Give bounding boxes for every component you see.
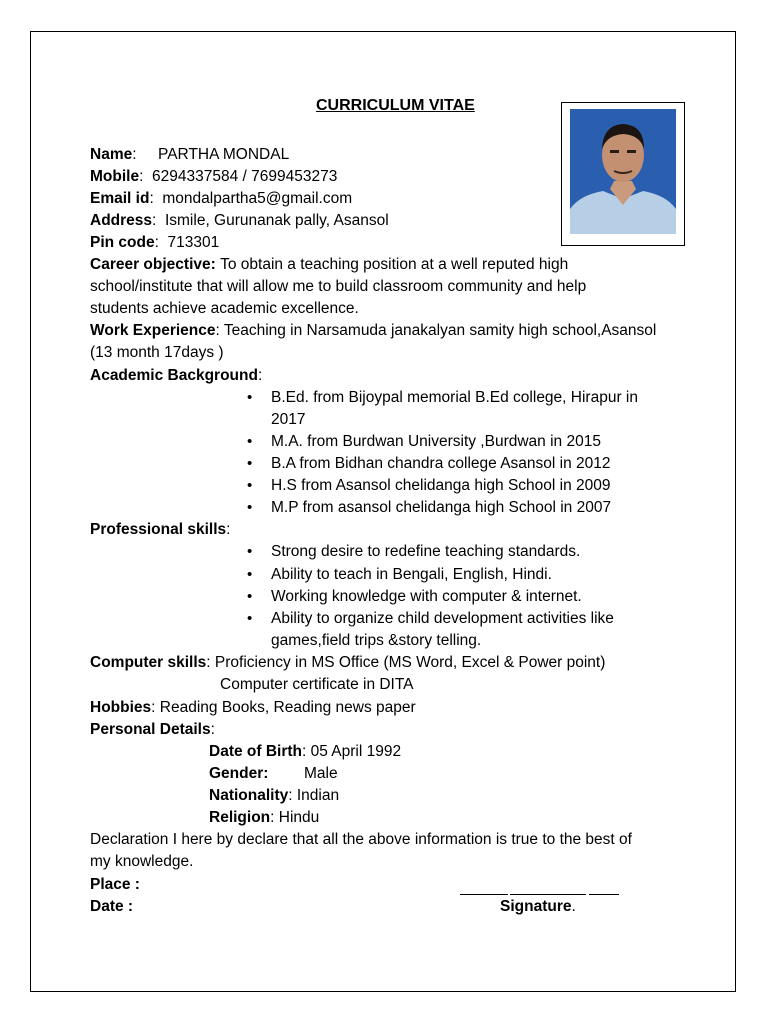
professional-label: Professional skills [90,521,227,538]
personal-row [90,719,215,741]
person-photo-icon [570,109,676,234]
computer-row [90,652,605,674]
dob-row [209,741,401,763]
religion-label: Religion [209,809,271,826]
bullet-icon: • [247,610,253,627]
gender-value: Male [304,765,338,782]
pincode-sep: : [154,234,159,251]
mobile-label: Mobile [90,168,140,185]
hobbies-label: Hobbies [90,699,152,716]
profile-photo-frame [561,102,685,246]
bullet-icon: • [247,477,253,494]
place-label: Place : [90,876,140,893]
nationality-label: Nationality [209,787,289,804]
dob-value: : 05 April 1992 [302,743,402,760]
religion-value: : Hindu [270,809,320,826]
computer-label: Computer skills [90,654,207,671]
career-label: Career objective: [90,256,216,273]
date-label: Date : [90,898,134,915]
bullet-icon: • [247,455,253,472]
pincode-value: 713301 [167,234,220,251]
professional-sep: : [226,521,231,538]
list-item: H.S from Asansol chelidanga high School in 2009 [271,477,611,494]
signature-row [500,896,576,918]
signature-suffix: . [571,898,576,915]
bullet-icon: • [247,588,253,605]
academic-sep: : [257,367,263,384]
signature-line [510,894,586,895]
personal-sep: : [210,721,215,738]
hobbies-row [90,697,416,719]
list-item: Strong desire to redefine teaching standards. [271,543,581,560]
work-line2: (13 month 17days ) [90,344,224,361]
document-title: CURRICULUM VITAE [316,97,475,114]
name-value: PARTHA MONDAL [158,146,290,163]
list-item: B.A from Bidhan chandra college Asansol in 2012 [271,455,611,472]
list-item: B.Ed. from Bijoypal memorial B.Ed college, Hirapur in [271,389,638,406]
address-label: Address [90,212,153,229]
mobile-sep: : [139,168,144,185]
career-line2: school/institute that will allow me to build classroom community and help [90,278,587,295]
list-item: Working knowledge with computer & internet. [271,588,582,605]
bullet-icon: • [247,543,253,560]
pincode-row [90,232,219,254]
pincode-label: Pin code [90,234,155,251]
address-row [90,210,389,232]
email-value: mondalpartha5@gmail.com [162,190,353,207]
work-line1: : Teaching in Narsamuda janakalyan samity high school,Asansol [215,322,657,339]
bullet-icon: • [247,433,253,450]
address-sep: : [152,212,157,229]
list-item: M.A. from Burdwan University ,Burdwan in 2015 [271,433,601,450]
work-label: Work Experience [90,322,216,339]
signature-label: Signature [500,898,572,915]
list-item: 2017 [271,411,306,428]
email-row [90,188,352,210]
email-sep: : [149,190,154,207]
name-sep: : [132,146,137,163]
career-line3: students achieve academic excellence. [90,300,359,317]
nationality-row [209,785,339,807]
email-label: Email id [90,190,150,207]
dob-label: Date of Birth [209,743,302,760]
list-item: Ability to organize child development activities like [271,610,614,627]
list-item: M.P from asansol chelidanga high School in 2007 [271,499,612,516]
computer-line2: Computer certificate in DITA [220,676,414,693]
declaration-line2: my knowledge. [90,853,194,870]
hobbies-value: : Reading Books, Reading news paper [151,699,416,716]
bullet-icon: • [247,499,253,516]
bullet-icon: • [247,389,253,406]
career-row [90,254,568,276]
gender-label: Gender: [209,765,269,782]
name-row [90,144,137,166]
bullet-icon: • [247,566,253,583]
list-item: games,field trips &story telling. [271,632,482,649]
academic-label: Academic Background [90,367,258,384]
mobile-value: 6294337584 / 7699453273 [152,168,338,185]
personal-label: Personal Details [90,721,211,738]
address-value: Ismile, Gurunanak pally, Asansol [164,212,389,229]
signature-line [460,894,508,895]
list-item: Ability to teach in Bengali, English, Hindi. [271,566,552,583]
academic-row [90,365,262,387]
computer-line1: : Proficiency in MS Office (MS Word, Excel & Power point) [206,654,606,671]
career-line1: To obtain a teaching position at a well reputed high [220,256,569,273]
profile-photo [570,109,676,234]
signature-line [589,894,619,895]
name-label: Name [90,146,133,163]
work-row [90,320,656,342]
religion-row [209,807,319,829]
declaration-line1: Declaration I here by declare that all the above information is true to the best of [90,831,632,848]
mobile-row [90,166,337,188]
nationality-value: : Indian [288,787,340,804]
professional-row [90,519,230,541]
